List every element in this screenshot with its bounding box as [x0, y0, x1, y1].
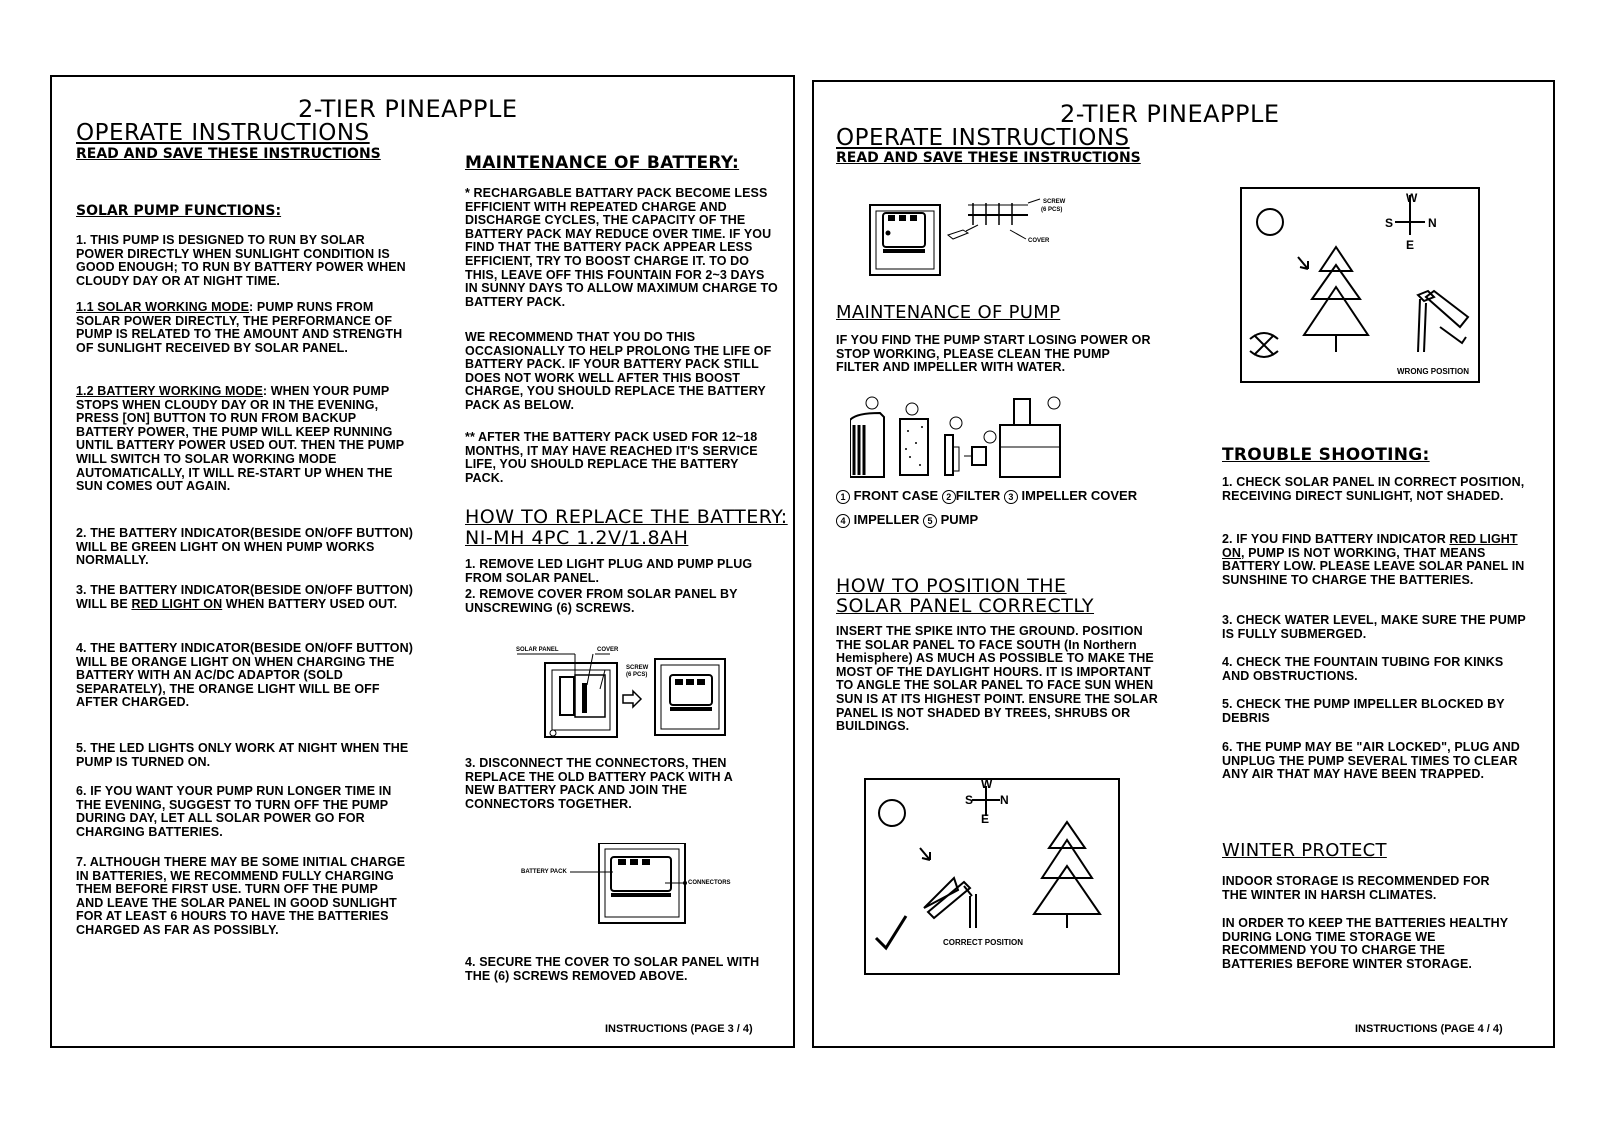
correct-compass-n: N [1000, 793, 1009, 807]
position-heading: HOW TO POSITION THE SOLAR PANEL CORRECTLY [836, 575, 1095, 617]
replace-r1: 1. REMOVE LED LIGHT PLUG AND PUMP PLUG FROM SOLAR PANEL. [465, 557, 753, 585]
position-text-b: (In Northern Hemisphere) [836, 637, 1137, 666]
part-2-marker: 2 [942, 490, 956, 504]
p3-text-b: WHEN BATTERY USED OUT. [222, 596, 398, 611]
solar-p12 [76, 385, 416, 494]
wrong-position-label: WRONG POSITION [1397, 367, 1469, 376]
battery-mode-text: : WHEN YOUR PUMP STOPS WHEN CLOUDY DAY OR IN THE EVENING, PRESS [ON] BUTTON TO RUN FROM BACKUP BATTERY POWER, THE PUMP WILL KEEP RUNNING UNTIL BATTERY POWER USED OUT. THEN THE PUMP WILL SWITCH TO SOLAR WORKING MODE AUTOMATICALLY, IT WILL RE-START UP WHEN THE SUN COMES OUT AGAIN. [76, 384, 404, 494]
replace-r3: 3. DISCONNECT THE CONNECTORS, THEN REPLACE THE OLD BATTERY PACK WITH A NEW BATTERY PACK AND JOIN THE CONNECTORS TOGETHER. [465, 756, 733, 811]
left-read-save: READ AND SAVE THESE INSTRUCTIONS [76, 146, 381, 162]
fig1-pcs-label: (6 PCS) [626, 672, 648, 678]
solar-mode-label: 1.1 SOLAR WORKING MODE [76, 300, 250, 314]
part-3-marker: 3 [1004, 490, 1018, 504]
trouble-t1: 1. CHECK SOLAR PANEL IN CORRECT POSITION, RECEIVING DIRECT SUNLIGHT, NOT SHADED. [1222, 475, 1525, 503]
correct-position-label: CORRECT POSITION [943, 938, 1024, 947]
fig1-solar-label: SOLAR PANEL [516, 647, 559, 653]
correct-compass-w: W [981, 777, 993, 791]
wrong-compass-n: N [1428, 216, 1437, 230]
left-subtitle: OPERATE INSTRUCTIONS [76, 120, 370, 146]
left-title: 2-TIER PINEAPPLE [298, 95, 518, 123]
part-1-marker: 1 [836, 490, 850, 504]
solar-p6: 6. IF YOU WANT YOUR PUMP RUN LONGER TIME IN THE EVENING, SUGGEST TO TURN OFF THE PUMP DURING DAY, LET ALL SOLAR POWER GO FOR CHARGING BATTERIES. [76, 784, 392, 839]
wrong-compass-s: S [1385, 216, 1394, 230]
solar-p7: 7. ALTHOUGH THERE MAY BE SOME INITIAL CHARGE IN BATTERIES, WE RECOMMEND FULLY CHARGING THEM BEFORE FIRST USE. TURN OFF THE PUMP AND LEAVE THE SOLAR PANEL IN GOOD SUNLIGHT FOR AT LEAST 6 HOURS TO HAVE THE BATTERIES CHARGED AS FAR AS POSSIBLY. [76, 855, 406, 937]
solar-p4: 4. THE BATTERY INDICATOR(BESIDE ON/OFF BUTTON) WILL BE ORANGE LIGHT ON WHEN CHARGING THE BATTERY WITH AN AC/DC ADAPTOR (SOLD SEPARATELY), THE ORANGE LIGHT WILL BE OFF AFTER CHARGED. [76, 641, 414, 710]
part-filter: FILTER [955, 488, 1001, 503]
p3-text-a: 3. THE BATTERY INDICATOR(BESIDE ON/OFF BUTTON) WILL BE [76, 583, 414, 611]
left-footer: INSTRUCTIONS (PAGE 3 / 4) [605, 1023, 753, 1035]
maintenance-pump-heading: MAINTENANCE OF PUMP [836, 302, 1061, 323]
solar-p5: 5. THE LED LIGHTS ONLY WORK AT NIGHT WHEN THE PUMP IS TURNED ON. [76, 741, 409, 769]
trouble-t4: 4. CHECK THE FOUNTAIN TUBING FOR KINKS AND OBSTRUCTIONS. [1222, 655, 1504, 683]
pump-parts-diagram [850, 395, 1100, 485]
pump-parts-line2 [836, 512, 978, 528]
right-footer: INSTRUCTIONS (PAGE 4 / 4) [1355, 1023, 1503, 1035]
replace-battery-spec: NI-MH 4PC 1.2V/1.8AH [465, 527, 689, 549]
winter-w2: IN ORDER TO KEEP THE BATTERIES HEALTHY DURING LONG TIME STORAGE WE RECOMMEND YOU TO CHARGE THE BATTERIES BEFORE WINTER STORAGE. [1222, 916, 1509, 971]
maint-m2: WE RECOMMEND THAT YOU DO THIS OCCASIONALLY TO HELP PROLONG THE LIFE OF BATTERY PACK. IF YOUR BATTERY PACK STILL DOES NOT WORK WELL AFTER THIS BOOST CHARGE, YOU SHOULD REPLACE THE BATTERY PACK AS BELOW. [465, 330, 772, 412]
wrong-position-diagram [1240, 187, 1480, 385]
trouble-heading: TROUBLE SHOOTING: [1222, 445, 1430, 465]
trouble-t5: 5. CHECK THE PUMP IMPELLER BLOCKED BY DEBRIS [1222, 697, 1505, 725]
position-text [836, 625, 1161, 734]
part-5-marker: 5 [923, 514, 937, 528]
fig-cover-label: COVER [1028, 238, 1050, 244]
wrong-compass-w: W [1406, 191, 1418, 205]
fig1-cover-label: COVER [597, 647, 619, 653]
trouble-t2 [1222, 533, 1532, 587]
correct-compass-e: E [981, 812, 990, 826]
position-text-a: INSERT THE SPIKE INTO THE GROUND. POSITION THE SOLAR PANEL TO FACE SOUTH [836, 624, 1143, 652]
solar-p3 [76, 584, 416, 611]
maintenance-battery-heading: MAINTENANCE OF BATTERY: [465, 153, 740, 173]
battery-mode-label: 1.2 BATTERY WORKING MODE [76, 384, 263, 398]
replace-battery-heading: HOW TO REPLACE THE BATTERY: [465, 506, 788, 528]
right-subtitle: OPERATE INSTRUCTIONS [836, 125, 1130, 151]
t2-red-light: RED LIGHT ON, [1222, 532, 1518, 560]
fig-pcs-label: (6 PCS) [1041, 207, 1063, 213]
wrong-compass-e: E [1406, 238, 1415, 252]
winter-heading: WINTER PROTECT [1222, 840, 1387, 861]
part-impeller-cover: IMPELLER COVER [1021, 488, 1138, 503]
fig-screw-label: SCREW [1043, 199, 1066, 205]
solar-panel-cover-diagram [515, 645, 740, 745]
solar-p11 [76, 301, 416, 355]
p3-red-light: RED LIGHT ON [131, 596, 223, 611]
part-impeller: IMPELLER [853, 512, 920, 527]
right-title: 2-TIER PINEAPPLE [1060, 100, 1280, 128]
solar-p1: 1. THIS PUMP IS DESIGNED TO RUN BY SOLAR POWER DIRECTLY WHEN SUNLIGHT CONDITION IS GOOD ENOUGH; TO RUN BY BATTERY POWER WHEN CLOUDY DAY OR AT NIGHT TIME. [76, 233, 406, 288]
replace-r4: 4. SECURE THE COVER TO SOLAR PANEL WITH THE (6) SCREWS REMOVED ABOVE. [465, 955, 760, 983]
trouble-t3: 3. CHECK WATER LEVEL, MAKE SURE THE PUMP IS FULLY SUBMERGED. [1222, 613, 1526, 641]
position-text-c: AS MUCH AS POSSIBLE TO MAKE THE MOST OF THE DAYLIGHT HOURS. IT IS IMPORTANT TO ANGLE THE SOLAR PANEL TO FACE SUN WHEN SUN IS AT ITS HIGHEST POINT. ENSURE THE SOLAR PANEL IS NOT SHADED BY TREES, SHRUBS OR BUILDINGS. [836, 651, 1158, 734]
correct-compass-s: S [965, 793, 974, 807]
winter-w1: INDOOR STORAGE IS RECOMMENDED FOR THE WINTER IN HARSH CLIMATES. [1222, 874, 1490, 902]
maint-m1: * RECHARGABLE BATTARY PACK BECOME LESS EFFICIENT WITH REPEATED CHARGE AND DISCHARGE CYCLES, THE CAPACITY OF THE BATTERY PACK MAY REDUCE OVER TIME. IF YOU FIND THAT THE BATTERY PACK APPEAR LESS EFFICIENT, TRY TO BOOST CHARGE IT. TO DO THIS, LEAVE OFF THIS FOUNTAIN FOR 2~3 DAYS IN SUNNY DAYS TO ALLOW MAXIMUM CHARGE TO BATTERY PACK. [465, 186, 778, 309]
fig2-battery-label: BATTERY PACK [521, 869, 567, 875]
t2-text-b: PUMP IS NOT WORKING, THAT MEANS BATTERY LOW. PLEASE LEAVE SOLAR PANEL IN SUNSHINE TO CHARGE THE BATTERIES. [1222, 545, 1525, 587]
replace-r2: 2. REMOVE COVER FROM SOLAR PANEL BY UNSCREWING (6) SCREWS. [465, 587, 738, 615]
pump-parts-line1 [836, 488, 1137, 504]
solar-p2: 2. THE BATTERY INDICATOR(BESIDE ON/OFF BUTTON) WILL BE GREEN LIGHT ON WHEN PUMP WORKS NORMALLY. [76, 526, 414, 568]
part-pump: PUMP [940, 512, 979, 527]
part-front-case: FRONT CASE [853, 488, 939, 503]
pump-text: IF YOU FIND THE PUMP START LOSING POWER OR STOP WORKING, PLEASE CLEAN THE PUMP FILTER AND IMPELLER WITH WATER. [836, 333, 1151, 375]
maint-m3: ** AFTER THE BATTERY PACK USED FOR 12~18 MONTHS, IT MAY HAVE REACHED IT'S SERVICE LIFE, YOU SHOULD REPLACE THE BATTERY PACK. [465, 430, 758, 485]
part-4-marker: 4 [836, 514, 850, 528]
t2-text-a: 2. IF YOU FIND BATTERY INDICATOR [1222, 532, 1450, 546]
right-read-save: READ AND SAVE THESE INSTRUCTIONS [836, 150, 1141, 166]
solar-pump-functions-heading: SOLAR PUMP FUNCTIONS: [76, 203, 282, 219]
fig2-connectors-label: CONNECTORS [688, 880, 731, 886]
trouble-t6: 6. THE PUMP MAY BE "AIR LOCKED", PLUG AND UNPLUG THE PUMP SEVERAL TIMES TO CLEAR ANY AIR THAT MAY HAVE BEEN TRAPPED. [1222, 740, 1520, 782]
solar-mode-text: : PUMP RUNS FROM SOLAR POWER DIRECTLY, THE PERFORMANCE OF PUMP IS RELATED TO THE AMOUNT AND STRENGTH OF SUNLIGHT RECEIVED BY SOLAR PANEL. [76, 300, 403, 355]
fig1-screw-label: SCREW [626, 665, 649, 671]
